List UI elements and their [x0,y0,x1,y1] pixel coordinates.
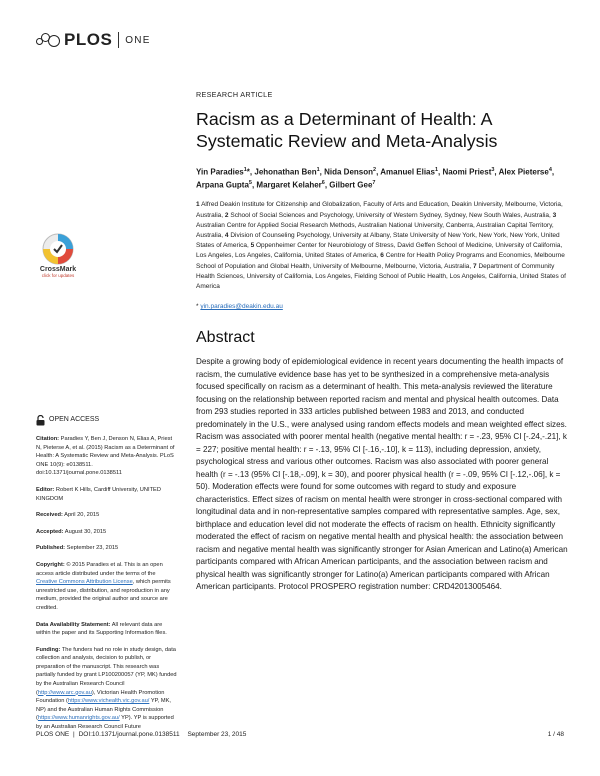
affiliations [196,200,568,292]
received-date: April 20, 2015 [64,512,100,519]
received-label: Received: [36,512,63,519]
humanrights-link[interactable]: https://www.humanrights.gov.au/ [37,715,120,722]
funding-text-3: YP, MK, NP) and the Australian Human Rights Commission ( [36,698,171,722]
funding-text-2: ), Victorian Health Promotion Foundation ( [36,689,165,705]
author-affiliation-number: 4 [548,167,552,173]
author-affiliation-number: 1 [243,167,247,173]
citation-block [36,435,178,478]
plos-one-logo[interactable] [36,30,151,50]
affiliation-text: Centre for Health Policy Programs and Economics, Melbourne School of Population and Global Health, University of Melbourne, Melbourne, Victoria, Australia, [196,252,565,270]
author-name[interactable]: Amanuel Elias [380,167,435,177]
funding-block [36,646,178,732]
affiliation-number: 5 [250,242,255,250]
abstract-text: Despite a growing body of epidemiological evidence in recent years documenting the health impacts of racism, the cumulative evidence base has yet to be synthesized in a comprehensive meta-analysis focused specifically on racism as a determinant of health. This meta-analysis reviewed the literature focusing on the relationship between reported racism and mental and physical health outcomes. Data from 293 studies reported in 333 articles published between 1983 and 2013, and conducted predominately in the U.S., were analysed using random effects models and mean weighted effect sizes. Racism was associated with poorer mental health (negative mental health: r = -.23, 95% CI [-.24,-.21], k = 227; positive mental health: r = -.13, 95% CI [-.16,-.10], k = 113), including depression, anxiety, psychological stress and various other outcomes. Racism was also associated with poorer general health (r = -.13 (95% CI [-.18,-.09], k = 30), and poorer physical health (r = -.09, 95% CI [-.12,-.06], k = 50). Moderation effects were found for some outcomes with regard to study and exposure characteristics. Effect sizes of racism on mental health were stronger in cross-sectional compared with longitudinal data and in non-representative samples compared with representative samples. Age, sex, birthplace and education level did not moderate the effects of racism on health. Ethnicity significantly moderated the effect of racism on negative mental health and physical health: the association between racism and negative mental health was significantly stronger for Asian American and Latino(a) American participants compared with African American participants, and the association between racism and physical health was significantly stronger for Latino(a) American participants compared with African American participants. Protocol PROSPERO registration number: CRD42013005464. [196,357,568,592]
author-affiliation-number: 1 [434,167,438,173]
crossmark-icon [41,232,75,266]
editor-label: Editor: [36,486,55,493]
affiliation-text: School of Social Sciences and Psychology, University of Western Sydney, Sydney, New South Wales, Australia, [230,211,551,219]
affiliation-text: Australian Centre for Applied Social Research Methods, Australian National University, Canberra, Australian Capital Territory, Australia, [196,221,554,239]
editor-block [36,486,178,503]
author-affiliation-number: 2 [373,167,377,173]
author-name[interactable]: Nida Denson [324,167,374,177]
logo-text: PLOS [64,30,113,49]
logo-divider [118,32,119,48]
vichealth-link[interactable]: https://www.vichealth.vic.gov.au/ [67,698,150,705]
author-affiliation-number: 1 [316,167,320,173]
affiliation-number: 4 [224,231,229,239]
article-main [196,90,568,594]
author-name[interactable]: Arpana Gupta [196,180,249,190]
open-access-badge [36,415,178,426]
affiliation-number: 3 [552,211,557,219]
footer-date: September 23, 2015 [187,731,247,738]
footer-journal: PLOS ONE [36,731,70,738]
abstract-heading: Abstract [196,329,255,347]
published-label: Published: [36,545,66,552]
crossmark-label: CrossMark [39,266,77,273]
license-link[interactable]: Creative Commons Attribution License [36,579,133,586]
open-access-label: OPEN ACCESS [49,416,100,424]
email-star: * [196,303,199,311]
author-name[interactable]: Jehonathan Ben [254,167,317,177]
email-link[interactable]: yin.paradies@deakin.edu.au [200,303,283,311]
copyright-block [36,561,178,613]
funding-label: Funding: [36,646,61,653]
received-block [36,511,178,520]
author-name[interactable]: Yin Paradies [196,167,244,177]
accepted-block [36,528,178,537]
author-affiliation-number: 3 [491,167,495,173]
affiliation-text: Oppenheimer Center for Neurobiology of Stress, David Geffen School of Medicine, University of California, Los Angeles, Los Angeles, California, United States of America, [196,242,563,260]
author-affiliation-number: 7 [372,180,376,187]
citation-label: Citation: [36,436,60,442]
arc-link[interactable]: http://www.arc.gov.au [37,689,92,696]
affiliation-text: Division of Counseling Psychology, University at Albany, State University of New York, New York, New York, United States of America, [196,231,560,250]
funding-text-4: YP). YP is supported by an Australian Research Council Future [36,715,174,731]
data-availability-text: All relevant data are within the paper and its Supporting Information files. [36,621,167,637]
published-block [36,544,178,553]
data-availability-label: Data Availability Statement: [36,621,111,628]
affiliation-number: 6 [380,252,384,260]
published-date: September 23, 2015 [66,545,119,552]
author-name[interactable]: Margaret Kelaher [256,180,322,190]
crossmark-badge[interactable] [36,232,80,278]
title-line-1: Racism as a Determinant of Health: A [196,109,493,129]
crossmark-sublabel: click for updates [41,273,75,278]
author-affiliation-number: 6 [321,180,325,187]
data-availability-block [36,621,178,638]
funding-text: The funders had no role in study design, data collection and analysis, decision to publish, or preparation of the manuscript. This research was partially funded by grant LP100200057 (YP, MK) funded by the Australian Research Council ( [36,646,177,696]
author-list: Yin Paradies$^1$*, Jehonathan Ben$^1$, Nida Denson$^2$, Amanuel Elias$^1$, Naomi Priest$^3$, Alex Pieterse$^4$, Arpana Gupta$^5$, Margaret Kelaher$^6$, Gilbert Gee$^7$ [196,167,555,190]
journal-name: ONE [125,34,151,46]
author-name[interactable]: Alex Pieterse [498,167,549,177]
author-name[interactable]: Naomi Priest [442,167,492,177]
open-lock-icon [36,415,45,426]
copyright-text-end: , which permits unrestricted use, distribution, and reproduction in any medium, provided the original author and source are credited. [36,579,171,611]
corresponding-star: * [246,167,250,177]
affiliation-text: Alfred Deakin Institute for Citizenship and Globalization, Faculty of Arts and Education, Deakin University, Melbourne, Victoria, Australia, [196,201,563,219]
affiliation-number: 7 [473,262,477,270]
page-footer: PLOS ONE | DOI:10.1371/journal.pone.0138511 September 23, 2015 [36,731,247,738]
editor-text: Robert K Hills, Cardiff University, UNITED KINGDOM [36,486,161,502]
plos-dots-icon [36,32,60,48]
title-line-2: Systematic Review and Meta-Analysis [196,131,498,151]
footer-doi: DOI:10.1371/journal.pone.0138511 [78,731,180,738]
citation-text: Paradies Y, Ben J, Denson N, Elias A, Priest N, Pieterse A, et al. (2015) Racism as a Determinant of Health: A Systematic Review and Meta-Analysis. PLoS ONE 10(9): e0138511. doi:10.1371/journal.pone.0138511 [36,436,175,477]
affiliation-text: Department of Community Health Sciences, University of California, Los Angeles, Fielding School of Public Health, Los Angeles, California, United States of America [196,262,566,290]
author-affiliation-number: 5 [248,180,252,187]
copyright-text: © 2015 Paradies et al. This is an open access article distributed under the terms of the [36,561,163,577]
affiliation-number: 1 [196,201,200,209]
affiliation-number: 2 [224,211,229,219]
page-number: 1 / 48 [547,731,564,738]
corresponding-email [196,303,568,310]
accepted-date: August 30, 2015 [64,528,107,535]
author-name[interactable]: Gilbert Gee [329,180,373,190]
accepted-label: Accepted: [36,528,64,535]
article-info-sidebar [36,415,178,740]
article-type: RESEARCH ARTICLE [196,90,273,99]
copyright-label: Copyright: [36,561,65,568]
article-title [196,108,568,152]
